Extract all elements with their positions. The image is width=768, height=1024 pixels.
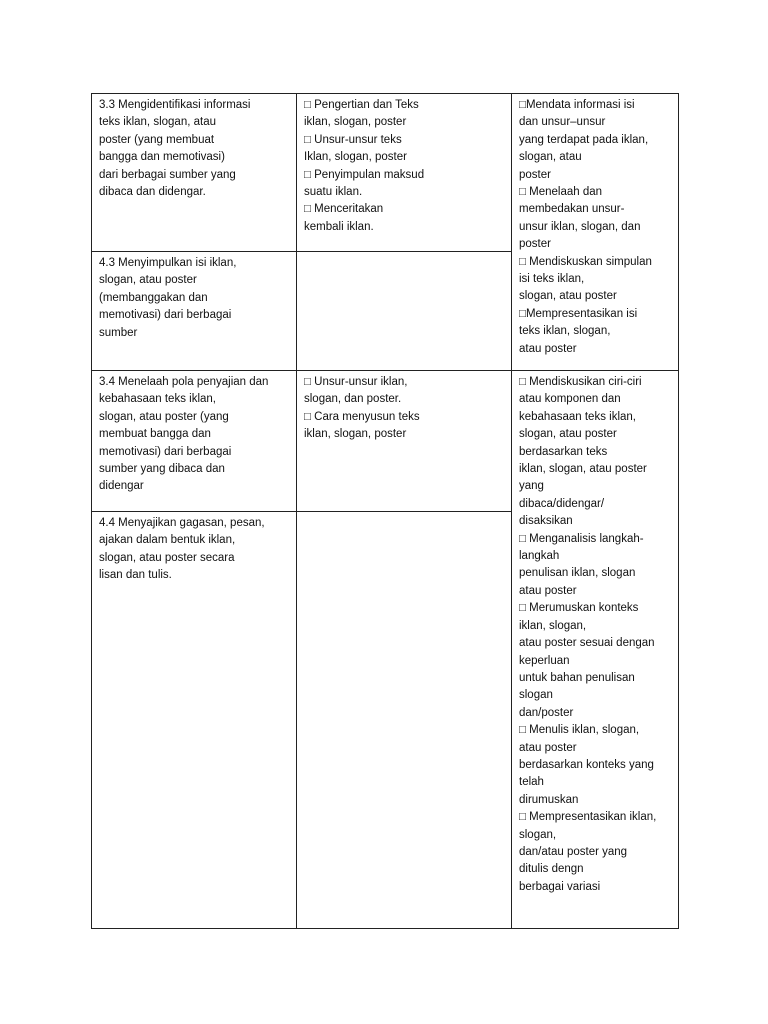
cell-text-line: unsur iklan, slogan, dan bbox=[519, 220, 641, 233]
cell-text-line: □ Mendiskuskan simpulan bbox=[519, 255, 652, 268]
cell-text-line: atau poster bbox=[519, 342, 577, 355]
cell-text-line: dirumuskan bbox=[519, 793, 579, 806]
cell-text-line: penulisan iklan, slogan bbox=[519, 567, 636, 580]
materi-empty-cell-1 bbox=[296, 251, 512, 371]
kegiatan-1-cell bbox=[511, 93, 679, 371]
cell-text-line: □ Unsur-unsur iklan, bbox=[304, 376, 408, 388]
cell-text-line: □ Penyimpulan maksud bbox=[304, 168, 425, 181]
cell-text-line: 3.4 Menelaah pola penyajian dan bbox=[99, 376, 269, 388]
cell-text-line: lisan dan tulis. bbox=[99, 569, 172, 582]
materi-2-cell bbox=[296, 370, 512, 512]
cell-text-line: 4.4 Menyajikan gagasan, pesan, bbox=[99, 517, 265, 529]
cell-text-line: □ Menelaah dan bbox=[519, 186, 603, 199]
cell-text-line: slogan, atau bbox=[519, 151, 582, 164]
cell-text-line: berdasarkan teks bbox=[519, 445, 608, 458]
cell-text-line: poster bbox=[519, 168, 551, 181]
cell-text-line: kembali iklan. bbox=[304, 220, 374, 233]
cell-text-line: □Mempresentasikan isi bbox=[519, 307, 638, 320]
cell-text-line: didengar bbox=[99, 480, 144, 493]
cell-text-line: □Mendata informasi isi bbox=[519, 99, 635, 111]
cell-text-line: □ Menulis iklan, slogan, bbox=[519, 724, 640, 737]
cell-text-line: □ Menceritakan bbox=[304, 203, 384, 216]
cell-text-line: □ Pengertian dan Teks bbox=[304, 99, 419, 111]
cell-text-line: teks iklan, slogan, atau bbox=[99, 116, 216, 129]
cell-text-line: bangga dan memotivasi) bbox=[99, 151, 225, 164]
cell-text-line: kebahasaan teks iklan, bbox=[519, 410, 636, 423]
cell-text-line: Iklan, slogan, poster bbox=[304, 151, 407, 164]
cell-text-line: slogan bbox=[519, 689, 553, 702]
kd-4-3-cell bbox=[91, 251, 297, 371]
cell-text-line: slogan, atau poster secara bbox=[99, 551, 235, 564]
cell-text-line: sumber yang dibaca dan bbox=[99, 463, 225, 476]
cell-text-line: iklan, slogan, poster bbox=[304, 428, 407, 441]
cell-text-line: slogan, atau poster (yang bbox=[99, 410, 229, 423]
cell-text-line: 4.3 Menyimpulkan isi iklan, bbox=[99, 257, 237, 269]
cell-text-line: telah bbox=[519, 776, 544, 789]
cell-text-line: langkah bbox=[519, 550, 560, 563]
cell-text-line: berdasarkan konteks yang bbox=[519, 758, 654, 771]
cell-text-line: 3.3 Mengidentifikasi informasi bbox=[99, 99, 251, 111]
cell-text-line: berbagai variasi bbox=[519, 880, 601, 893]
cell-text-line: sumber bbox=[99, 326, 138, 339]
cell-text-line: slogan, bbox=[519, 828, 557, 841]
cell-text-line: slogan, atau poster bbox=[519, 428, 617, 441]
cell-text-line: □ Unsur-unsur teks bbox=[304, 133, 402, 146]
cell-text-line: slogan, atau poster bbox=[99, 274, 197, 287]
cell-text-line: slogan, atau poster bbox=[519, 290, 617, 303]
cell-text-line: disaksikan bbox=[519, 515, 573, 528]
cell-text-line: □ Merumuskan konteks bbox=[519, 602, 639, 615]
cell-text-line: iklan, slogan, atau poster bbox=[519, 463, 647, 476]
cell-text-line: memotivasi) dari berbagai bbox=[99, 445, 232, 458]
cell-text-line: untuk bahan penulisan bbox=[519, 671, 635, 684]
cell-text-line: yang bbox=[519, 480, 544, 493]
cell-text-line: kebahasaan teks iklan, bbox=[99, 393, 216, 406]
cell-text-line: iklan, slogan, bbox=[519, 619, 587, 632]
cell-text-line: yang terdapat pada iklan, bbox=[519, 133, 649, 146]
materi-1-cell bbox=[296, 93, 512, 252]
cell-text-line: ajakan dalam bentuk iklan, bbox=[99, 534, 236, 547]
cell-text-line: atau poster bbox=[519, 741, 577, 754]
cell-text-line: □ Mempresentasikan iklan, bbox=[519, 811, 657, 824]
cell-text-line: dibaca/didengar/ bbox=[519, 497, 605, 510]
kegiatan-2-cell bbox=[511, 370, 679, 929]
cell-text-line: poster (yang membuat bbox=[99, 133, 215, 146]
cell-text-line: slogan, dan poster. bbox=[304, 393, 402, 406]
cell-text-line: atau komponen dan bbox=[519, 393, 621, 406]
kd-3-3-cell bbox=[91, 93, 297, 252]
cell-text-line: isi teks iklan, bbox=[519, 273, 585, 286]
cell-text-line: atau poster sesuai dengan bbox=[519, 637, 655, 650]
kd-3-4-cell bbox=[91, 370, 297, 512]
cell-text-line: □ Cara menyusun teks bbox=[304, 410, 420, 423]
cell-text-line: memotivasi) dari berbagai bbox=[99, 309, 232, 322]
cell-text-line: teks iklan, slogan, bbox=[519, 325, 611, 338]
cell-text-line: keperluan bbox=[519, 654, 570, 667]
cell-text-line: (membanggakan dan bbox=[99, 291, 208, 304]
cell-text-line: membedakan unsur- bbox=[519, 203, 625, 216]
cell-text-line: dan/atau poster yang bbox=[519, 845, 628, 858]
cell-text-line: □ Menganalisis langkah- bbox=[519, 532, 644, 545]
materi-empty-cell-2 bbox=[296, 511, 512, 929]
cell-text-line: dibaca dan didengar. bbox=[99, 186, 206, 199]
kd-4-4-cell bbox=[91, 511, 297, 929]
cell-text-line: iklan, slogan, poster bbox=[304, 116, 407, 129]
cell-text-line: dan/poster bbox=[519, 706, 574, 719]
cell-text-line: □ Mendiskusikan ciri-ciri bbox=[519, 376, 642, 388]
cell-text-line: membuat bangga dan bbox=[99, 428, 211, 441]
cell-text-line: atau poster bbox=[519, 584, 577, 597]
cell-text-line: dari berbagai sumber yang bbox=[99, 168, 236, 181]
cell-text-line: ditulis dengn bbox=[519, 863, 584, 876]
cell-text-line: suatu iklan. bbox=[304, 186, 363, 199]
cell-text-line: poster bbox=[519, 238, 551, 251]
cell-text-line: dan unsur–unsur bbox=[519, 116, 606, 129]
